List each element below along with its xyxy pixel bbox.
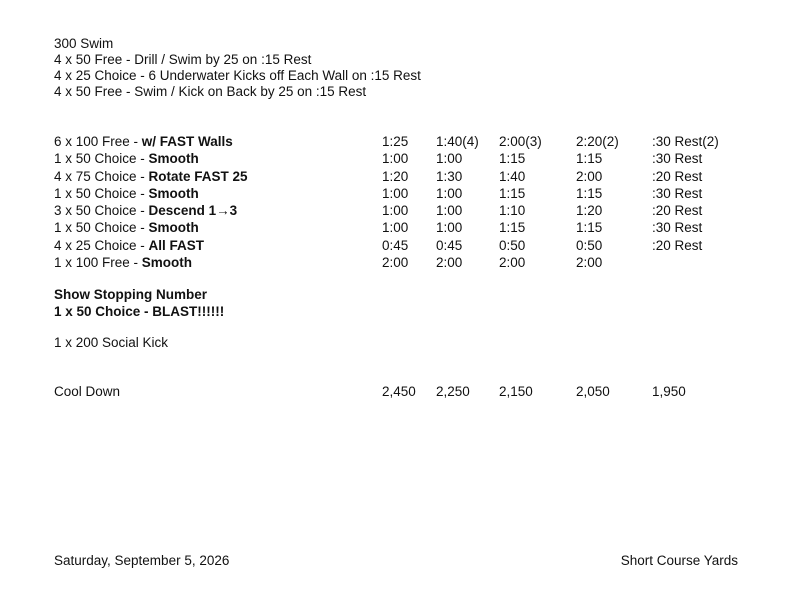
- interval-col-4: 2:20(2): [576, 134, 619, 149]
- interval-col-2: 1:00: [436, 151, 463, 167]
- footer-date: Saturday, September 5, 2026: [54, 553, 230, 568]
- set-description: [54, 219, 199, 236]
- interval-col-3: 1:15: [499, 185, 526, 201]
- set-emphasis: Smooth: [148, 151, 199, 167]
- interval-col-4: 1:15: [576, 220, 603, 236]
- set-emphasis: Smooth: [148, 185, 199, 201]
- main-set-row: [54, 150, 754, 167]
- interval-col-2: 1:40(4): [436, 134, 479, 149]
- set-emphasis: Smooth: [141, 255, 193, 271]
- main-set-row: [54, 219, 754, 236]
- set-description: [54, 133, 233, 150]
- set-prefix: 1 x 50 Choice -: [54, 185, 149, 201]
- interval-col-3: 1:15: [499, 220, 526, 236]
- interval-col-1: 1:00: [382, 220, 409, 236]
- interval-col-4: 2:00: [576, 255, 603, 271]
- warmup-line: 300 Swim: [54, 36, 114, 51]
- set-emphasis: All FAST: [148, 237, 205, 253]
- main-set-row: [54, 202, 754, 219]
- show-stopper-section: [54, 286, 224, 320]
- interval-col-1: 1:00: [382, 203, 409, 219]
- show-stopper-title: Show Stopping Number: [54, 287, 207, 302]
- interval-col-1: 1:00: [382, 185, 409, 201]
- set-prefix: 4 x 75 Choice -: [54, 168, 149, 184]
- set-description: [54, 254, 192, 271]
- interval-col-1: 1:20: [382, 168, 409, 184]
- interval-col-4: 2:00: [576, 168, 603, 184]
- rest-col: :30 Rest: [652, 185, 703, 201]
- cool-down-totals: [54, 383, 754, 400]
- show-stopper-item: 1 x 50 Choice - BLAST!!!!!!: [54, 304, 225, 319]
- footer-course: Short Course Yards: [620, 553, 738, 568]
- interval-col-3: 0:50: [499, 237, 526, 253]
- rest-col: :30 Rest(2): [652, 134, 719, 149]
- cool-down-label: Cool Down: [54, 384, 121, 399]
- interval-col-1: 0:45: [382, 237, 409, 253]
- set-prefix: 1 x 50 Choice -: [54, 151, 149, 167]
- interval-col-2: 0:45: [436, 237, 463, 253]
- set-emphasis: Descend 1→3: [148, 203, 238, 219]
- interval-col-3: 2:00(3): [499, 134, 542, 149]
- rest-col: :20 Rest: [652, 237, 703, 253]
- set-description: [54, 202, 237, 219]
- social-kick: 1 x 200 Social Kick: [54, 335, 169, 350]
- set-emphasis: Rotate FAST 25: [148, 168, 248, 184]
- set-prefix: 3 x 50 Choice -: [54, 203, 149, 219]
- set-prefix: 1 x 50 Choice -: [54, 220, 149, 236]
- cool-down-row: [54, 383, 754, 400]
- interval-col-3: 2:00: [499, 255, 526, 271]
- set-prefix: 4 x 25 Choice -: [54, 237, 149, 253]
- warmup-section: [54, 36, 421, 100]
- set-emphasis: w/ FAST Walls: [141, 134, 233, 149]
- main-set-row: [54, 254, 754, 271]
- rest-col: :30 Rest: [652, 151, 703, 167]
- main-set-row: [54, 185, 754, 202]
- interval-col-3: 1:10: [499, 203, 526, 219]
- rest-col: :30 Rest: [652, 220, 703, 236]
- interval-col-3: 1:15: [499, 151, 526, 167]
- main-set-row: [54, 237, 754, 254]
- rest-col: :20 Rest: [652, 203, 703, 219]
- interval-col-4: 1:15: [576, 185, 603, 201]
- total-col-4: 2,050: [576, 384, 610, 399]
- set-description: [54, 237, 204, 254]
- warmup-line: 4 x 50 Free - Drill / Swim by 25 on :15 Rest: [54, 52, 312, 67]
- total-col-3: 2,150: [499, 384, 533, 399]
- interval-col-1: 1:00: [382, 151, 409, 167]
- set-description: [54, 150, 199, 167]
- interval-col-1: 2:00: [382, 255, 409, 271]
- interval-col-2: 1:00: [436, 185, 463, 201]
- main-set-row: [54, 168, 754, 185]
- interval-col-1: 1:25: [382, 134, 409, 149]
- interval-col-3: 1:40: [499, 168, 526, 184]
- warmup-line: 4 x 25 Choice - 6 Underwater Kicks off Each Wall on :15 Rest: [54, 68, 421, 83]
- interval-col-2: 2:00: [436, 255, 463, 271]
- main-set: [54, 133, 754, 271]
- set-prefix: 6 x 100 Free -: [54, 134, 142, 149]
- interval-col-4: 1:20: [576, 203, 603, 219]
- interval-col-2: 1:00: [436, 203, 463, 219]
- interval-col-4: 1:15: [576, 151, 603, 167]
- total-col-2: 2,250: [436, 384, 470, 399]
- warmup-line: 4 x 50 Free - Swim / Kick on Back by 25 on :15 Rest: [54, 84, 367, 99]
- rest-col: :20 Rest: [652, 168, 703, 184]
- interval-col-2: 1:30: [436, 168, 463, 184]
- set-description: [54, 185, 199, 202]
- main-set-row: [54, 133, 754, 150]
- set-description: [54, 168, 248, 185]
- interval-col-2: 1:00: [436, 220, 463, 236]
- interval-col-4: 0:50: [576, 237, 603, 253]
- total-col-5: 1,950: [652, 384, 686, 399]
- set-emphasis: Smooth: [148, 220, 199, 236]
- set-prefix: 1 x 100 Free -: [54, 255, 142, 271]
- total-col-1: 2,450: [382, 384, 416, 399]
